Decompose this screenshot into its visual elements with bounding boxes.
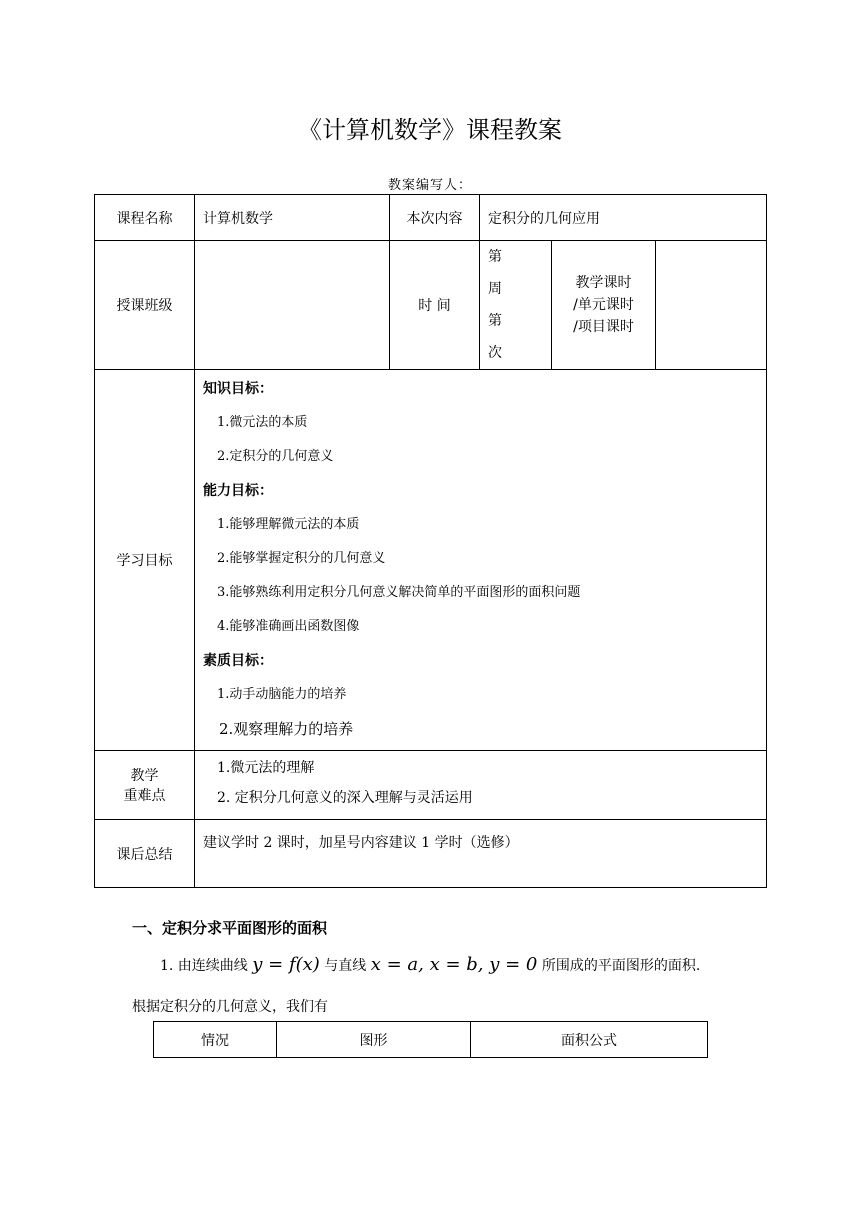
week-prefix: 第 xyxy=(488,249,502,265)
keypoints-row xyxy=(95,751,767,820)
course-row xyxy=(95,195,767,241)
content-value: 定积分的几何应用 xyxy=(480,195,767,241)
summary-label: 课后总结 xyxy=(95,820,195,888)
keypoints-content xyxy=(195,751,767,820)
section-heading: 一、定积分求平面图形的面积 xyxy=(132,919,328,937)
ability-heading: 能力目标： xyxy=(203,483,273,499)
keypoints-label xyxy=(95,751,195,820)
area-formula-table xyxy=(153,1021,708,1058)
author-label: 教案编写人： xyxy=(387,178,472,193)
p1-middle: 与直线 xyxy=(324,958,367,974)
session-suffix: 次 xyxy=(488,345,502,361)
week-session-cell xyxy=(480,241,552,370)
knowledge-heading: 知识目标： xyxy=(203,381,273,397)
goals-row xyxy=(95,370,767,751)
ability-item: 2.能够掌握定积分的几何意义 xyxy=(217,551,386,566)
p1-before: 1. 由连续曲线 xyxy=(160,958,248,974)
math-curve: y = f(x) xyxy=(252,954,320,975)
hours-value xyxy=(656,241,767,370)
knowledge-item: 2.定积分的几何意义 xyxy=(217,449,334,464)
quality-item: 1.动手动脑能力的培养 xyxy=(217,687,347,702)
goals-content xyxy=(195,370,767,751)
ability-item: 4.能够准确画出函数图像 xyxy=(217,619,360,634)
paragraph-1 xyxy=(160,954,700,975)
header-formula: 面积公式 xyxy=(471,1022,708,1058)
keypoints-label-line1: 教学 xyxy=(130,768,159,784)
hours-label-cell xyxy=(552,241,656,370)
summary-text: 建议学时 2 课时，加星号内容建议 1 学时（选修） xyxy=(195,820,767,888)
session-prefix: 第 xyxy=(488,313,502,329)
keypoints-label-line2: 重难点 xyxy=(123,788,166,804)
content-label: 本次内容 xyxy=(390,195,480,241)
quality-heading: 素质目标： xyxy=(203,653,273,669)
ability-item: 3.能够熟练利用定积分几何意义解决简单的平面图形的面积问题 xyxy=(217,585,581,600)
hours-line: /单元课时 xyxy=(573,297,634,313)
quality-item: 2.观察理解力的培养 xyxy=(219,720,354,738)
week-suffix: 周 xyxy=(488,281,502,297)
page-title: 《计算机数学》课程教案 xyxy=(298,116,562,144)
keypoint-item: 2. 定积分几何意义的深入理解与灵活运用 xyxy=(217,790,473,806)
knowledge-item: 1.微元法的本质 xyxy=(217,415,308,430)
time-label: 时 间 xyxy=(390,241,480,370)
math-lines: x = a, x = b, y = 0 xyxy=(370,954,538,975)
goals-label: 学习目标 xyxy=(95,370,195,751)
course-name-label: 课程名称 xyxy=(95,195,195,241)
header-figure: 图形 xyxy=(277,1022,471,1058)
hours-line: 教学课时 xyxy=(575,275,632,291)
p1-after: 所围成的平面图形的面积. xyxy=(541,958,701,974)
hours-line: /项目课时 xyxy=(573,319,634,335)
class-row xyxy=(95,241,767,370)
keypoint-item: 1.微元法的理解 xyxy=(217,760,315,776)
header-case: 情况 xyxy=(154,1022,277,1058)
course-name-value: 计算机数学 xyxy=(195,195,390,241)
class-value xyxy=(195,241,390,370)
table-header-row xyxy=(154,1022,708,1058)
paragraph-2: 根据定积分的几何意义，我们有 xyxy=(132,999,328,1015)
summary-row xyxy=(95,820,767,888)
ability-item: 1.能够理解微元法的本质 xyxy=(217,517,360,532)
lesson-plan-table xyxy=(94,194,767,888)
class-label: 授课班级 xyxy=(95,241,195,370)
